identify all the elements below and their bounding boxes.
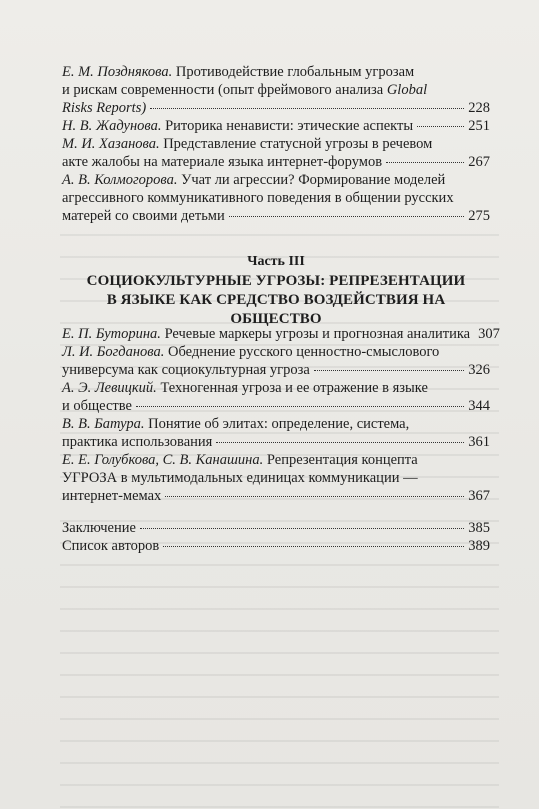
toc-closing-section [62, 519, 490, 555]
page-number: 361 [468, 434, 490, 450]
entry-title-last: Риторика ненависти: этические аспекты [161, 118, 414, 134]
toc-entry [62, 63, 490, 117]
toc-entry [62, 135, 490, 171]
entry-title-last: акте жалобы на материале языка интернет-форумов [62, 154, 383, 170]
entry-author: Н. В. Жадунова. [62, 118, 162, 134]
toc-entry [62, 451, 490, 505]
leader-dots [163, 546, 464, 547]
page-number: 367 [468, 488, 490, 504]
toc-entry [62, 343, 490, 379]
entry-title-line: УГРОЗА в мультимодальных единицах коммуникации — [62, 470, 418, 486]
entry-author: Е. Е. Голубкова, С. В. Канашина. [62, 452, 264, 468]
leader-dots [150, 108, 464, 109]
entry-title-line: Техногенная угроза и ее отражение в языке [156, 380, 428, 396]
entry-title-last: Речевые маркеры угрозы и прогнозная аналитика [160, 326, 471, 342]
page-number: 251 [468, 118, 490, 134]
page-number: 267 [468, 154, 490, 170]
toc-entry [62, 171, 490, 225]
entry-title-line: и рискам современности (опыт фреймового анализа [62, 82, 387, 98]
page-number: 389 [468, 538, 490, 554]
toc-entry [62, 379, 490, 415]
entry-author: М. И. Хазанова. [62, 136, 160, 152]
entry-title-last: практика использования [62, 434, 213, 450]
entry-title-italic: Global [386, 82, 428, 98]
entry-author: А. В. Колмогорова. [62, 172, 178, 188]
leader-dots [314, 370, 464, 371]
toc-entry [62, 117, 490, 135]
entry-author: В. В. Батура. [62, 416, 145, 432]
entry-author: А. Э. Левицкий. [62, 380, 157, 396]
entry-author: Л. И. Богданова. [62, 344, 165, 360]
toc-entry-conclusion [62, 519, 490, 537]
page-number: 385 [468, 520, 490, 536]
leader-dots [165, 496, 464, 497]
entry-label: Список авторов [62, 538, 160, 554]
leader-dots [216, 442, 464, 443]
page-number: 228 [468, 100, 490, 116]
toc-entry [62, 325, 500, 343]
entry-title-line: Учат ли агрессии? Формирование моделей [177, 172, 446, 188]
entry-title-line: Представление статусной угрозы в речевом [159, 136, 433, 152]
page-number: 326 [468, 362, 490, 378]
entry-title-last: универсума как социокультурная угроза [62, 362, 310, 378]
leader-dots [136, 406, 464, 407]
entry-title-last: матерей со своими детьми [62, 208, 225, 224]
leader-dots [229, 216, 465, 217]
page-number: 275 [468, 208, 490, 224]
entry-title-last: интернет-мемах [62, 488, 162, 504]
leader-dots [417, 126, 464, 127]
entry-title-line: агрессивного коммуникативного поведения в общении русских [62, 190, 454, 206]
part-title-line: В ЯЗЫКЕ КАК СРЕДСТВО ВОЗДЕЙСТВИЯ НА ОБЩЕСТВО [106, 292, 446, 327]
entry-title-line: Противодействие глобальным угрозам [172, 64, 415, 80]
page-number: 307 [478, 326, 500, 342]
part-heading [62, 254, 490, 329]
leader-dots [140, 528, 464, 529]
toc-top-section [62, 63, 490, 225]
entry-title-line: Репрезентация концепта [263, 452, 418, 468]
part-title-line: СОЦИОКУЛЬТУРНЫЕ УГРОЗЫ: РЕПРЕЗЕНТАЦИИ [86, 273, 466, 289]
entry-title-line: Понятие об элитах: определение, система, [144, 416, 410, 432]
toc-entry-authors-list [62, 537, 490, 555]
toc-entry [62, 415, 490, 451]
entry-label: Заключение [62, 520, 136, 536]
entry-author: Е. П. Буторина. [62, 326, 161, 342]
part-number: Часть III [247, 254, 305, 269]
entry-title-last: и обществе [62, 398, 132, 414]
page-number: 344 [468, 398, 490, 414]
entry-author: Е. М. Позднякова. [62, 64, 173, 80]
entry-title-line: Обеднение русского ценностно-смыслового [164, 344, 440, 360]
entry-title-last: Risks Reports) [62, 100, 147, 116]
toc-part3-section [62, 325, 500, 505]
leader-dots [386, 162, 464, 163]
